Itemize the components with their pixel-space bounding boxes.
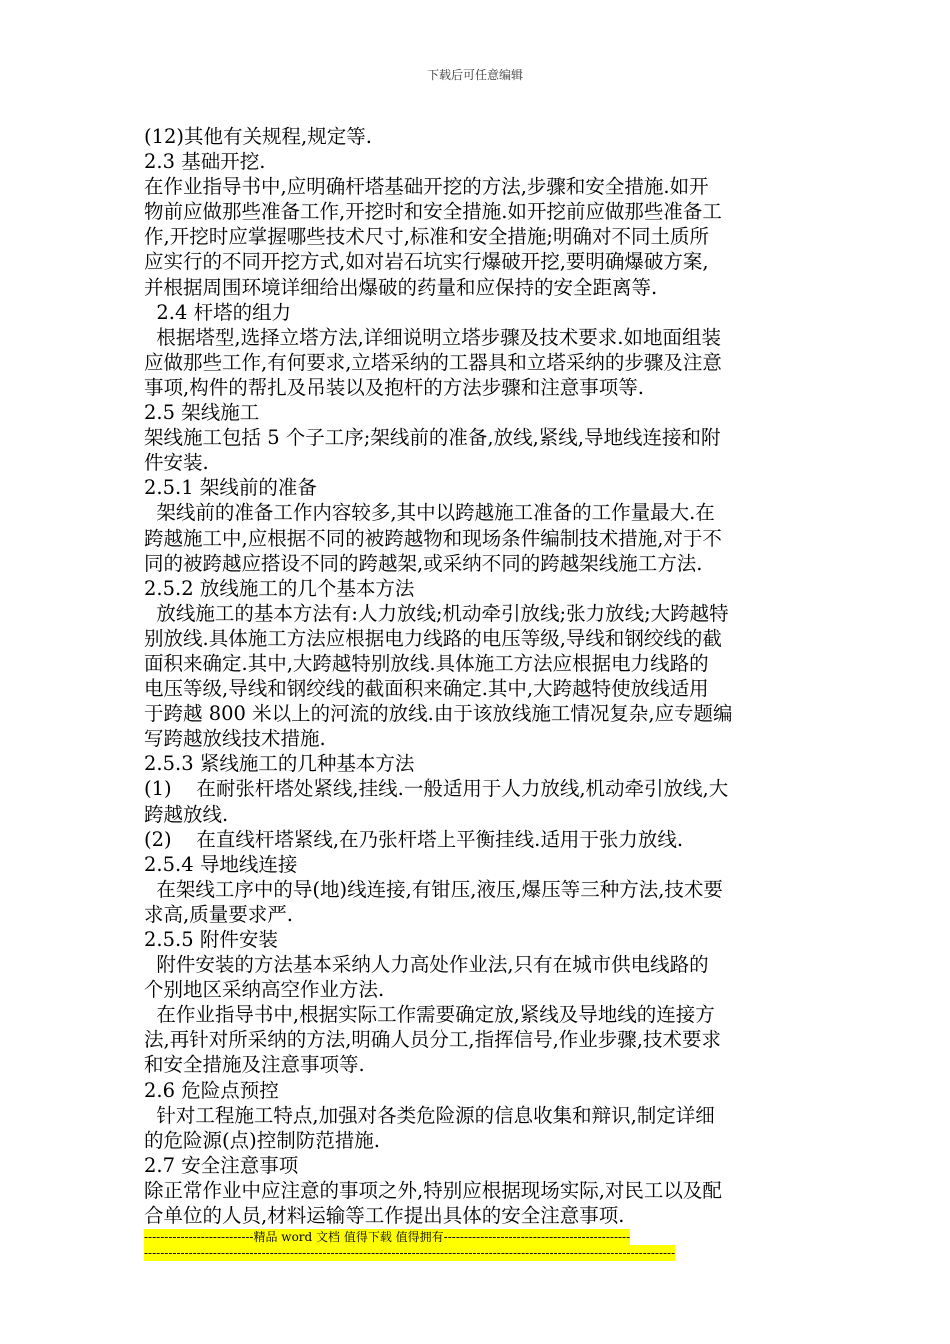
text-line: 物前应做那些准备工作,开挖时和安全措施.如开挖前应做那些准备工 [144, 200, 722, 224]
text-line: 个别地区采纳高空作业方法. [144, 978, 385, 1002]
text-line: 别放线.具体施工方法应根据电力线路的电压等级,导线和钢绞线的截 [144, 626, 722, 650]
text-line: 放线施工的基本方法有:人力放线;机动牵引放线;张力放线;大跨越特 [144, 601, 729, 625]
text-line: 2.6 危险点预控 [144, 1078, 279, 1102]
text-line: 在架线工序中的导(地)线连接,有钳压,液压,爆压等三种方法,技术要 [144, 877, 723, 901]
text-line: 面积来确定.其中,大跨越特别放线.具体施工方法应根据电力线路的 [144, 651, 709, 675]
text-line: 2.5.1 架线前的准备 [144, 476, 317, 500]
text-line: (2) 在直线杆塔紧线,在乃张杆塔上平衡挂线.适用于张力放线. [144, 827, 684, 851]
text-line: 电压等级,导线和钢绞线的截面积来确定.其中,大跨越特使放线适用 [144, 677, 709, 701]
text-line: 在作业指导书中,根据实际工作需要确定放,紧线及导地线的连接方 [144, 1003, 715, 1027]
text-line: 跨越放线. [144, 802, 229, 826]
footer-line-2: ----------------------------------------------------------------------------------------------------------------------------------- [144, 1246, 676, 1260]
text-line: 跨越施工中,应根据不同的被跨越物和现场条件编制技术措施,对于不 [144, 526, 722, 550]
text-line: 2.5.3 紧线施工的几种基本方法 [144, 752, 415, 776]
page-header: 下载后可任意编辑 [426, 68, 523, 82]
text-line: 2.5.5 附件安装 [144, 928, 278, 951]
text-line: 同的被跨越应搭设不同的跨越架,或采纳不同的跨越架线施工方法. [144, 551, 703, 575]
text-line: 件安装. [144, 451, 209, 475]
text-line: 架线施工包括 5 个子工序;架线前的准备,放线,紧线,导地线连接和附 [144, 426, 721, 450]
text-line: 除正常作业中应注意的事项之外,特别应根据现场实际,对民工以及配 [144, 1178, 722, 1202]
text-line: 求高,质量要求严. [144, 902, 293, 926]
text-line: 并根据周围环境详细给出爆破的药量和应保持的安全距离等. [144, 275, 658, 299]
text-line: 根据塔型,选择立塔方法,详细说明立塔步骤及技术要求.如地面组装 [144, 325, 721, 349]
text-line: 2.5.4 导地线连接 [144, 852, 298, 876]
text-line: 于跨越 800 米以上的河流的放线.由于该放线施工情况复杂,应专题编 [144, 702, 733, 726]
text-line: (12)其他有关规程,规定等. [144, 125, 372, 148]
text-line: 作,开挖时应掌握哪些技术尺寸,标准和安全措施;明确对不同土质所 [144, 225, 709, 249]
text-line: 事项,构件的帮扎及吊装以及抱杆的方法步骤和注意事项等. [144, 375, 644, 399]
text-line: 针对工程施工特点,加强对各类危险源的信息收集和辩识,制定详细 [144, 1103, 715, 1127]
text-line: 2.7 安全注意事项 [144, 1153, 299, 1177]
text-line: 的危险源(点)控制防范措施. [144, 1128, 380, 1152]
text-line: 和安全措施及注意事项等. [144, 1053, 365, 1077]
footer-line-1: ---------------------------精品 word 文档 值得下载 值得拥有---------------------------------------------- [144, 1230, 631, 1244]
text-line: 2.3 基础开挖. [144, 150, 266, 174]
text-line: 附件安装的方法基本采纳人力高处作业法,只有在城市供电线路的 [144, 953, 709, 977]
text-line: 应做那些工作,有何要求,立塔采纳的工器具和立塔采纳的步骤及注意 [144, 350, 722, 374]
text-line: 2.5 架线施工 [144, 401, 260, 425]
text-line: 2.4 杆塔的组力 [144, 300, 292, 324]
text-line: 架线前的准备工作内容较多,其中以跨越施工准备的工作量最大.在 [144, 501, 715, 525]
footer-banner [144, 1229, 675, 1261]
text-line: 应实行的不同开挖方式,如对岩石坑实行爆破开挖,要明确爆破方案, [144, 250, 709, 274]
text-line: (1) 在耐张杆塔处紧线,挂线.一般适用于人力放线,机动牵引放线,大 [144, 777, 729, 801]
text-line: 2.5.2 放线施工的几个基本方法 [144, 576, 415, 600]
text-line: 写跨越放线技术措施. [144, 727, 326, 751]
text-line: 法,再针对所采纳的方法,明确人员分工,指挥信号,作业步骤,技术要求 [144, 1028, 721, 1052]
text-line: 合单位的人员,材料运输等工作提出具体的安全注意事项. [144, 1204, 625, 1228]
text-line: 在作业指导书中,应明确杆塔基础开挖的方法,步骤和安全措施.如开 [144, 175, 709, 199]
document-body [144, 124, 809, 1228]
